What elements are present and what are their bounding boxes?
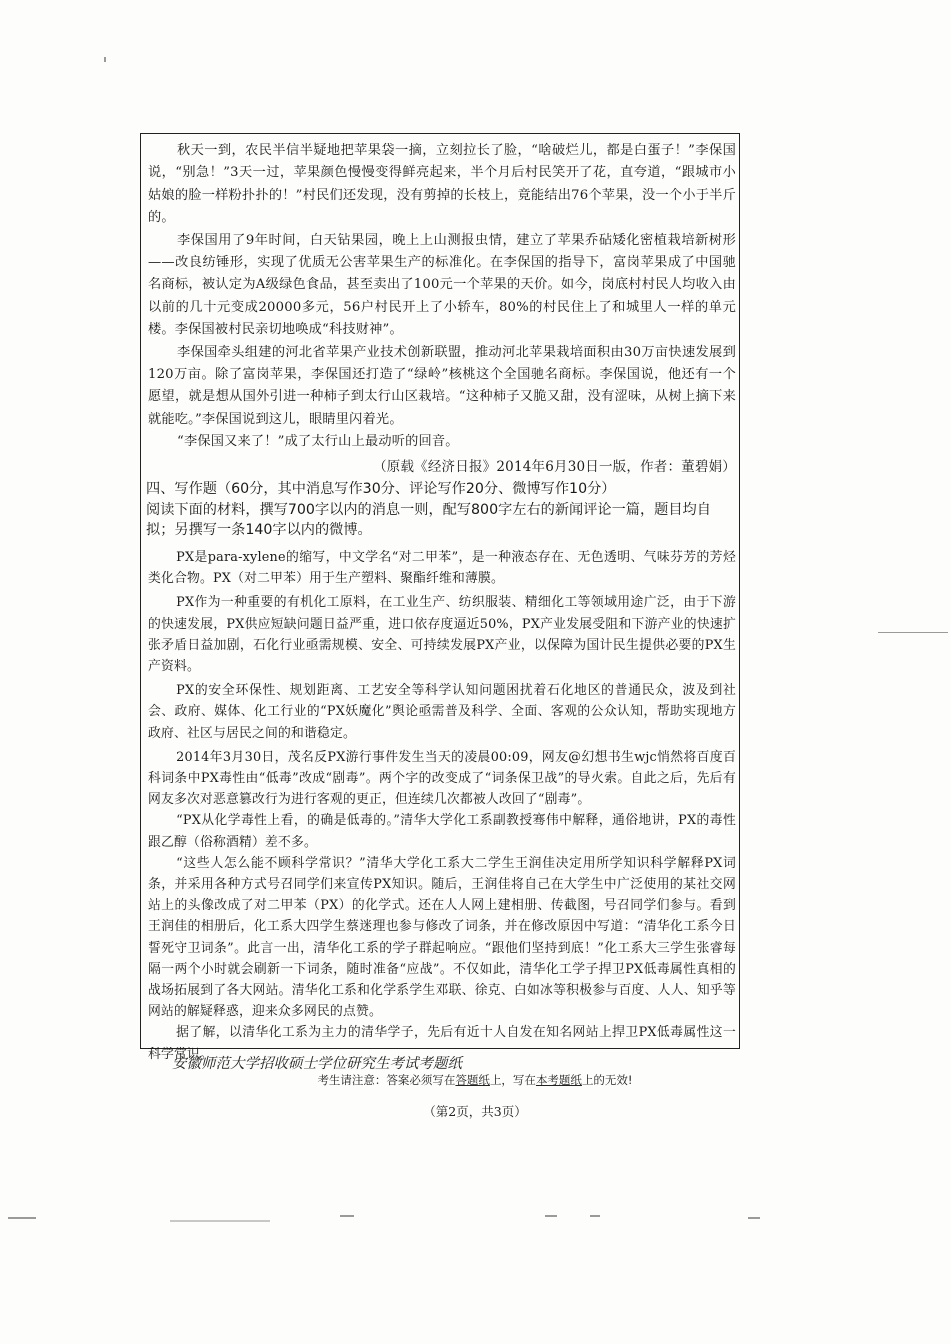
scan-mark xyxy=(545,1215,557,1217)
scan-mark xyxy=(878,632,948,633)
notice-question-sheet: 本考题纸 xyxy=(535,1073,582,1087)
task-title: 四、写作题（60分，其中消息写作30分、评论写作20分、微博写作10分） xyxy=(146,481,616,497)
material-paragraph: PX的安全环保性、规划距离、工艺安全等科学认知问题困扰着石化地区的普通民众，波及到社会、政府、媒体、化工行业的“PX妖魔化”舆论亟需普及科学、全面、客观的公众认知，帮助实现地方政府、社区与居民之间的和谐稳定。 xyxy=(148,683,736,741)
scan-mark xyxy=(340,1215,354,1217)
notice-text: 上的无效! xyxy=(581,1073,633,1087)
school-exam-header: 安徽师范大学招收硕士学位研究生考试考题纸 xyxy=(172,1056,462,1072)
candidate-notice xyxy=(0,1072,950,1088)
article-paragraph: 李保国牵头组建的河北省苹果产业技术创新联盟，推动河北苹果栽培面积由30万亩快速发展到120万亩。除了富岗苹果，李保国还打造了“绿岭”核桃这个全国驰名商标。李保国说，他还有一个愿望，就是想从国外引进一种柿子到太行山区栽培。“这种柿子又脆又甜，没有涩味，从树上摘下来就能吃。”李保国说到这儿，眼睛里闪着光。 xyxy=(148,344,736,427)
scan-mark xyxy=(8,1217,36,1219)
article-paragraph: 李保国用了9年时间，白天钻果园，晚上上山测报虫情，建立了苹果乔砧矮化密植栽培新树形——改良纺锤形，实现了优质无公害苹果生产的标准化。在李保国的指导下，富岗苹果成了中国驰名商标，被认定为A级绿色食品，甚至卖出了100元一个苹果的天价。如今，岗底村村民人均收入由以前的几十元变成20000多元，56户村民开上了小轿车，80%的村民住上了和城里人一样的单元楼。李保国被村民亲切地唤成“科技财神”。 xyxy=(148,232,736,338)
task-instruction: 阅读下面的材料，撰写700字以内的消息一则，配写800字左右的新闻评论一篇，题目均自拟；另撰写一条140字以内的微博。 xyxy=(146,501,711,538)
notice-answer-sheet: 答题纸 xyxy=(455,1073,490,1087)
material-paragraph: 据了解，以清华化工系为主力的清华学子，先后有近十人自发在知名网站上捍卫PX低毒属性这一科学常识。 xyxy=(148,1025,736,1062)
material-paragraph: “PX从化学毒性上看，的确是低毒的。”清华大学化工系副教授骞伟中解释，通俗地讲，PX的毒性跟乙醇（俗称酒精）差不多。 xyxy=(148,813,736,850)
article-source: （原载《经济日报》2014年6月30日一版，作者：董碧娟） xyxy=(373,458,736,475)
scan-mark xyxy=(104,57,106,62)
material-section xyxy=(148,547,736,1065)
page-number: （第2页，共3页） xyxy=(423,1104,527,1119)
article-paragraph: “李保国又来了！”成了太行山上最动听的回音。 xyxy=(177,434,459,450)
material-paragraph: PX是para-xylene的缩写，中文学名“对二甲苯”，是一种液态存在、无色透明、气味芬芳的芳烃类化合物。PX（对二甲苯）用于生产塑料、聚酯纤维和薄膜。 xyxy=(148,550,736,587)
material-paragraph: 2014年3月30日，茂名反PX游行事件发生当天的凌晨00:09，网友@幻想书生wjc悄然将百度百科词条中PX毒性由“低毒”改成“剧毒”。两个字的改变成了“词条保卫战”的导火索。自此之后，先后有网友多次对恶意篡改行为进行客观的更正，但连续几次都被人改回了“剧毒”。 xyxy=(148,749,736,808)
article-section xyxy=(148,140,736,479)
scan-mark xyxy=(590,1215,600,1217)
scan-mark xyxy=(170,1220,270,1222)
notice-text: 考生请注意：答案必须写在 xyxy=(317,1073,456,1087)
notice-text: 上，写在 xyxy=(489,1073,536,1087)
scan-mark xyxy=(748,1217,760,1219)
material-paragraph: PX作为一种重要的有机化工原料，在工业生产、纺织服装、精细化工等领域用途广泛，由于下游的快速发展，PX供应短缺问题日益严重，进口依存度逼近50%，PX产业发展受阻和下游产业的快速扩张矛盾日益加剧，石化行业亟需规模、安全、可持续发展PX产业，以保障为国计民生提供必要的PX生产资料。 xyxy=(148,595,736,675)
writing-task xyxy=(146,479,738,541)
article-paragraph: 秋天一到，农民半信半疑地把苹果袋一摘，立刻拉长了脸，“啥破烂儿，都是白蛋子！”李保国说，“别急！”3天一过，苹果颜色慢慢变得鲜亮起来，半个月后村民笑开了花，直夸道，“跟城市小姑娘的脸一样粉扑扑的！”村民们还发现，没有剪掉的长枝上，竟能结出76个苹果，没一个小于半斤的。 xyxy=(148,143,736,226)
material-paragraph: “这些人怎么能不顾科学常识？”清华大学化工系大二学生王润佳决定用所学知识科学解释PX词条，并采用各种方式号召同学们来宣传PX知识。随后，王润佳将自己在大学生中广泛使用的某社交网站上的头像改成了对二甲苯（PX）的化学式。还在人人网上建相册、传截图，号召同学们参与。看到王润佳的相册后，化工系大四学生蔡迷理也参与修改了词条，并在修改原因中写道：“清华化工系今日誓死守卫词条”。此言一出，清华化工系的学子群起响应。“跟他们坚持到底！”化工系大三学生张睿每隔一两个小时就会刷新一下词条，随时准备“应战”。不仅如此，清华化工学子捍卫PX低毒属性真相的战场拓展到了各大网站。清华化工系和化学系学生邓联、徐克、白如冰等积极参与百度、人人、知乎等网站的解疑释惑，迎来众多网民的点赞。 xyxy=(148,855,736,1020)
